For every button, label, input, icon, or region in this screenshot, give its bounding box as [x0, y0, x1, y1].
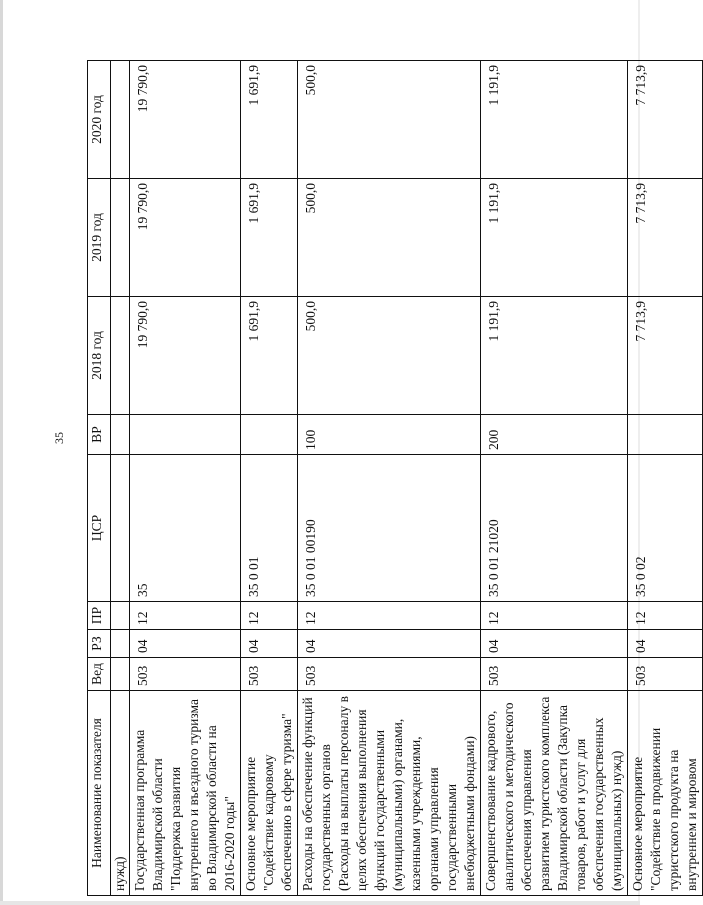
row-2020: 1 191,9 [481, 61, 628, 179]
row-2018: 19 790,0 [130, 297, 241, 415]
header-rz: РЗ [88, 630, 111, 658]
row-name: Государственная программа Владимирской области "Поддержка развития внутреннего и въездного туризма во Владимирской области на 2016-2020 годы" [130, 691, 241, 896]
row-ved: 503 [628, 658, 703, 691]
row-rz: 04 [130, 630, 241, 658]
row-2020: 19 790,0 [130, 61, 241, 179]
header-2018: 2018 год [88, 297, 111, 415]
scan-left-edge [0, 0, 3, 905]
table-row [298, 61, 481, 896]
scan-bottom-edge [0, 901, 640, 905]
row-vr [628, 415, 703, 455]
row-pr: 12 [298, 602, 481, 630]
row-2020: 7 713,9 [628, 61, 703, 179]
row-csr: 35 0 01 [241, 455, 298, 602]
table-row [241, 61, 298, 896]
header-2020: 2020 год [88, 61, 111, 179]
row-csr: 35 [130, 455, 241, 602]
row-2018: 1 691,9 [241, 297, 298, 415]
row-name: Основное мероприятие "Содействие кадровому обеспечению в сфере туризма" [241, 691, 298, 896]
table-row [130, 61, 241, 896]
header-pr: ПР [88, 602, 111, 630]
row-csr: 35 0 02 [628, 455, 703, 602]
row-rz: 04 [241, 630, 298, 658]
row-rz: 04 [628, 630, 703, 658]
row-pr: 12 [628, 602, 703, 630]
row-pr: 12 [241, 602, 298, 630]
row-csr: 35 0 01 00190 [298, 455, 481, 602]
header-name: Наименование показателя [88, 691, 111, 896]
row-vr: 100 [298, 415, 481, 455]
row-ved: 503 [130, 658, 241, 691]
row-ved: 503 [241, 658, 298, 691]
budget-table-container [87, 61, 699, 896]
row-2018: 500,0 [298, 297, 481, 415]
page-number: 35 [52, 432, 66, 444]
row-2020: 500,0 [298, 61, 481, 179]
row-pr: 12 [130, 602, 241, 630]
row-csr: 35 0 01 21020 [481, 455, 628, 602]
continuation-text: нужд) [111, 691, 130, 896]
row-name: Основное мероприятие "Содействие в продвижении туристского продукта на внутреннем и мировом [628, 691, 703, 896]
row-name: Совершенствование кадрового, аналитического и методического обеспечения управления развитием туристского комплекса Владимирской области (Закупка товаров, работ и услуг для обеспечения государственных (муниципальных) нужд) [481, 691, 628, 896]
header-csr: ЦСР [88, 455, 111, 602]
continuation-row [111, 61, 130, 896]
header-2019: 2019 год [88, 179, 111, 297]
row-vr [130, 415, 241, 455]
row-ved: 503 [481, 658, 628, 691]
header-ved: Вед [88, 658, 111, 691]
row-2019: 500,0 [298, 179, 481, 297]
row-ved: 503 [298, 658, 481, 691]
row-pr: 12 [481, 602, 628, 630]
table-row [628, 61, 703, 896]
header-row [88, 61, 111, 896]
row-name: Расходы на обеспечение функций государственных органов (Расходы на выплаты персоналу в целях обеспечения выполнения функций государственными (муниципальными) органами, казенными учреждениями, органами управления государственными внебюджетными фондами) [298, 691, 481, 896]
row-vr: 200 [481, 415, 628, 455]
row-2019: 1 691,9 [241, 179, 298, 297]
row-2018: 1 191,9 [481, 297, 628, 415]
row-2018: 7 713,9 [628, 297, 703, 415]
header-vr: ВР [88, 415, 111, 455]
row-2019: 19 790,0 [130, 179, 241, 297]
row-vr [241, 415, 298, 455]
row-2019: 7 713,9 [628, 179, 703, 297]
row-rz: 04 [481, 630, 628, 658]
row-2019: 1 191,9 [481, 179, 628, 297]
table-row [481, 61, 628, 896]
row-rz: 04 [298, 630, 481, 658]
row-2020: 1 691,9 [241, 61, 298, 179]
budget-table [87, 60, 703, 896]
